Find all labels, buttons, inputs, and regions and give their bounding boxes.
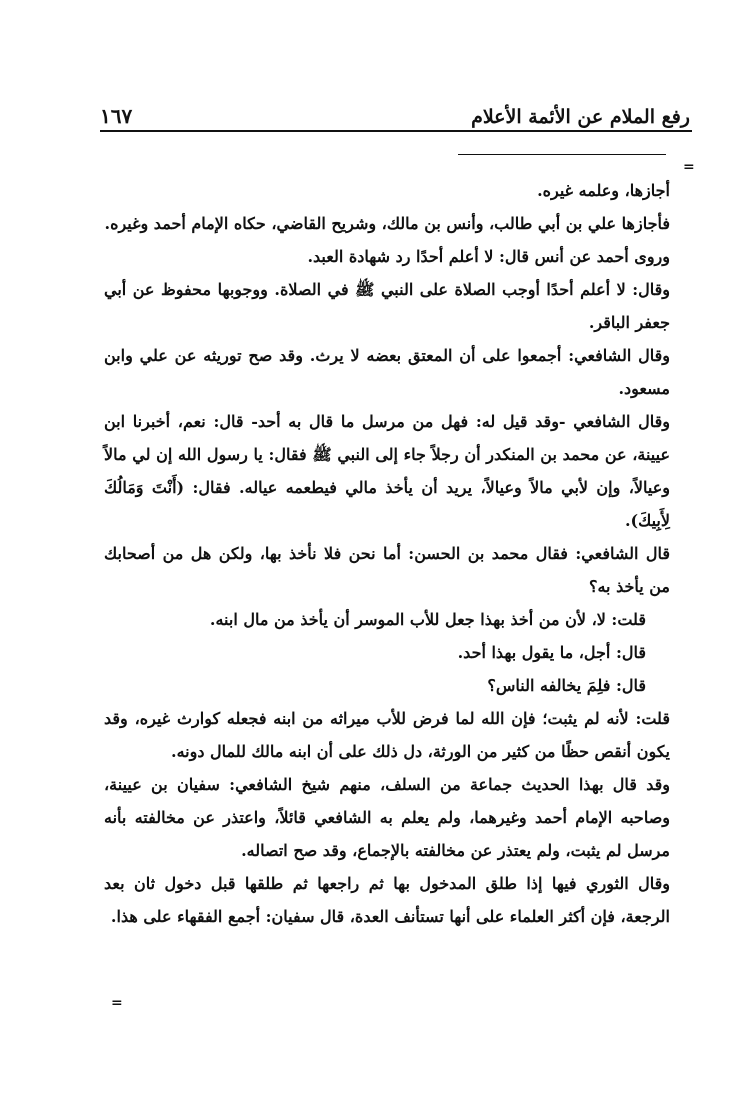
paragraph-10: قال: فلِمَ يخالفه الناس؟ bbox=[487, 676, 646, 695]
paragraph-2: فأجازها علي بن أبي طالب، وأنس بن مالك، وشريح القاضي، حكاه الإمام أحمد وغيره. bbox=[104, 214, 670, 233]
paragraph-13: وقال الثوري فيها إذا طلق المدخول بها ثم راجعها ثم طلقها قبل دخول ثان بعد الرجعة، فإن أكثر العلماء على أنها تستأنف العدة، قال سفيان: أجمع الفقهاء على هذا. bbox=[104, 874, 670, 926]
paragraph-1: أجازها، وعلمه غيره. bbox=[537, 181, 670, 200]
paragraph-9: قال: أجل، ما يقول بهذا أحد. bbox=[457, 643, 646, 662]
running-title: رفع الملام عن الأئمة الأعلام bbox=[471, 106, 690, 128]
paragraph-7: قال الشافعي: فقال محمد بن الحسن: أما نحن فلا نأخذ بها، ولكن هل من أصحابك من يأخذ به؟ bbox=[104, 544, 670, 596]
paragraph-5: وقال الشافعي: أجمعوا على أن المعتق بعضه لا يرث. وقد صح توريثه عن علي وابن مسعود. bbox=[104, 346, 670, 398]
header-rule bbox=[100, 130, 692, 132]
continuation-mark-top: = bbox=[683, 159, 695, 175]
paragraph-4: وقال: لا أعلم أحدًا أوجب الصلاة على النبي ﷺ في الصلاة. ووجوبها محفوظ عن أبي جعفر الباقر. bbox=[104, 280, 670, 332]
continuation-mark-bottom: = bbox=[111, 995, 123, 1011]
running-header bbox=[100, 92, 690, 128]
paragraph-3: وروى أحمد عن أنس قال: لا أعلم أحدًا رد شهادة العبد. bbox=[307, 247, 670, 266]
paragraph-8: قلت: لا، لأن من أخذ بهذا جعل للأب الموسر أن يأخذ من مال ابنه. bbox=[209, 610, 646, 629]
paragraph-11: قلت: لأنه لم يثبت؛ فإن الله لما فرض للأب ميراثه من ابنه فجعله كوارث غيره، وقد يكون أنقص حظًا من كثير من الورثة، دل ذلك على أن ابنه مالك للمال دونه. bbox=[104, 709, 671, 761]
footnote-separator-rule bbox=[458, 154, 666, 155]
paragraph-12: وقد قال بهذا الحديث جماعة من السلف، منهم شيخ الشافعي: سفيان بن عيينة، وصاحبه الإمام أحمد وغيرهما، ولم يعلم به الشافعي قائلاً، واعتذر عن مخالفته بأنه مرسل لم يثبت، ولم يعتذر عن مخالفته بالإجماع، وقد صح اتصاله. bbox=[104, 775, 670, 860]
page-number: ١٦٧ bbox=[100, 104, 133, 128]
footnote-text-block bbox=[104, 174, 670, 933]
paragraph-6: وقال الشافعي -وقد قيل له: فهل من مرسل ما قال به أحد- قال: نعم، أخبرنا ابن عيينة، عن محمد بن المنكدر أن رجلاً جاء إلى النبي ﷺ فقال: يا رسول الله إن لي مالاً وعيالاً، وإن لأبي مالاً وعيالاً، يريد أن يأخذ مالي فيطعمه عياله. فقال: (أَنْتَ وَمَالُكَ لِأَبِيكَ). bbox=[104, 412, 670, 530]
